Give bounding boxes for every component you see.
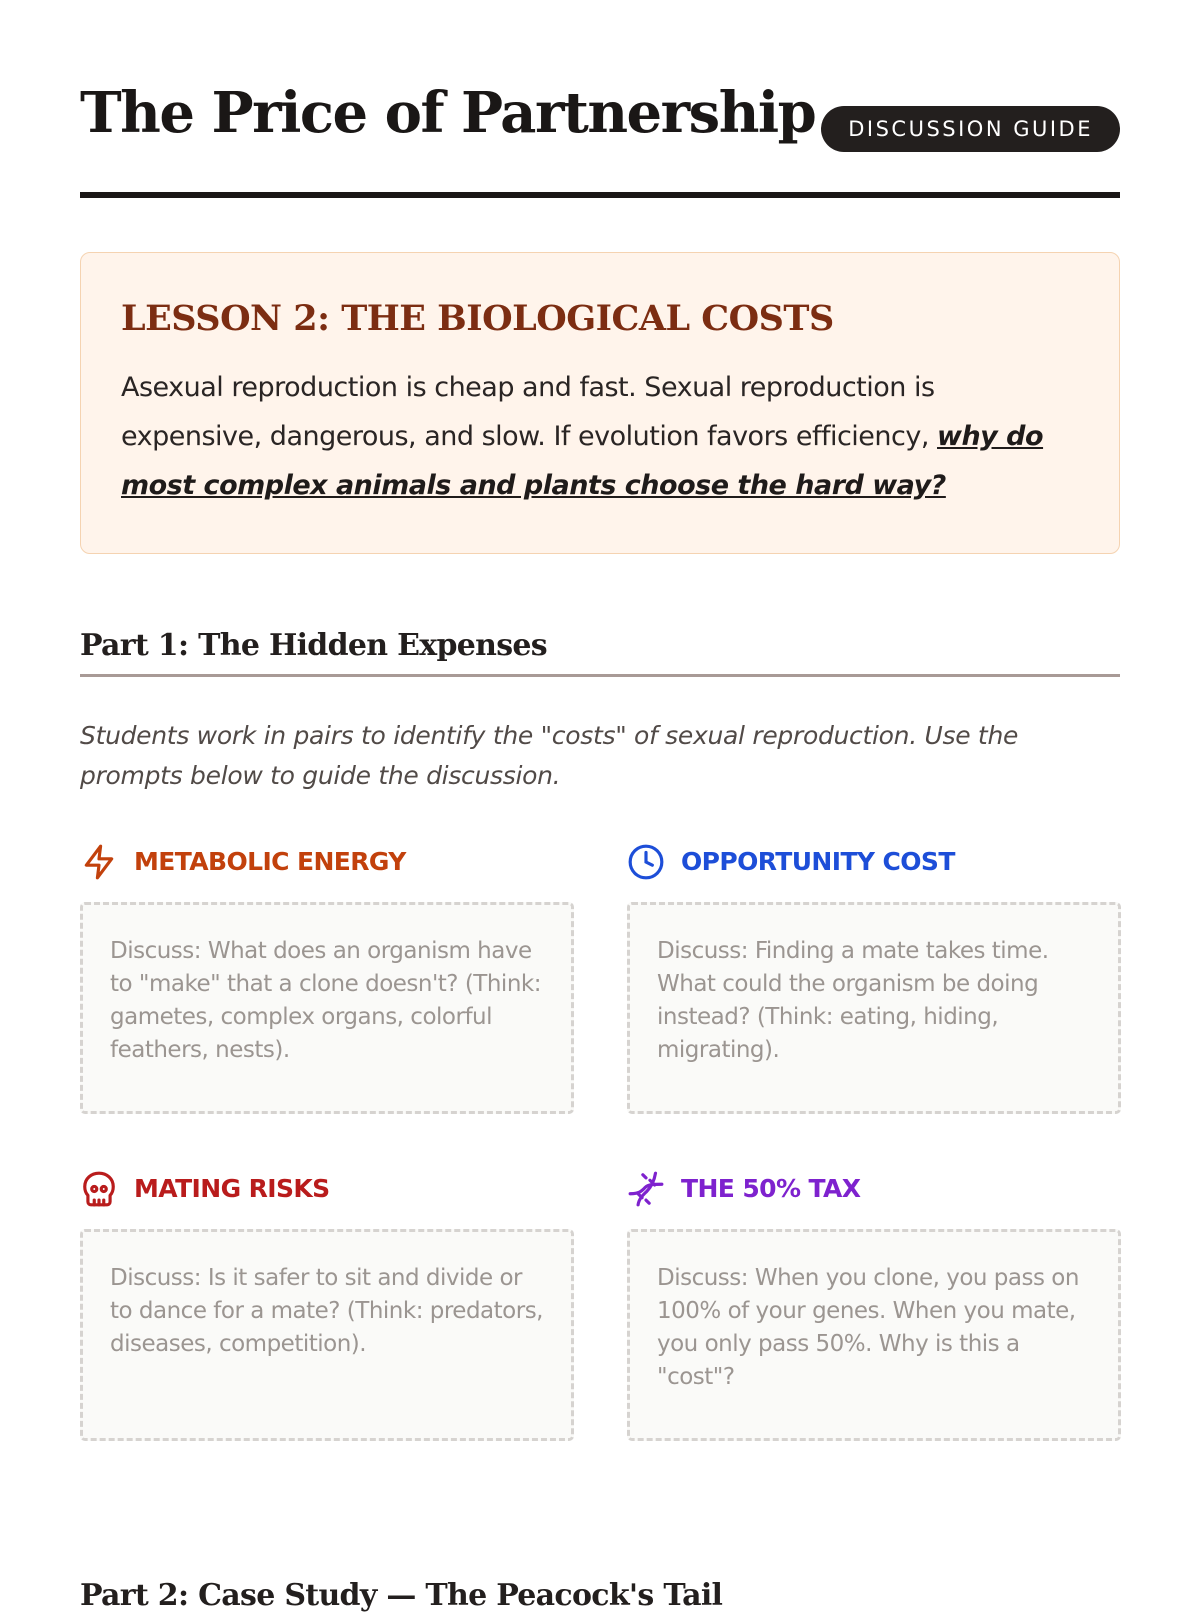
prompt-opportunity-cost-header — [627, 842, 955, 882]
prompt-mating-risks-header — [80, 1169, 330, 1209]
lesson-intro — [121, 363, 1079, 510]
header-divider — [80, 192, 1120, 198]
lesson-intro-text: Asexual reproduction is cheap and fast. Sexual reproduction is expensive, dangerous, and slow. If evolution favors efficiency, — [121, 372, 938, 452]
part1-divider — [80, 674, 1120, 677]
part1-instructions: Students work in pairs to identify the "costs" of sexual reproduction. Use the prompts below to guide the discussion. — [80, 721, 1019, 790]
dna-icon — [627, 1170, 665, 1208]
lightning-icon — [80, 843, 118, 881]
prompt-metabolic-energy-label: METABOLIC ENERGY — [134, 847, 406, 876]
prompt-opportunity-cost-text: Discuss: Finding a mate takes time. What could the organism be doing instead? (Think: eating, hiding, migrating). — [657, 938, 1049, 1063]
lesson-title: LESSON 2: THE BIOLOGICAL COSTS — [121, 298, 834, 339]
prompt-metabolic-energy-header — [80, 842, 406, 882]
part1-heading: Part 1: The Hidden Expenses — [80, 628, 547, 663]
prompt-mating-risks-text: Discuss: Is it safer to sit and divide or to dance for a mate? (Think: predators, diseases, competition). — [110, 1265, 543, 1357]
prompt-50-percent-tax-label: THE 50% TAX — [681, 1174, 861, 1203]
page-header — [80, 78, 1120, 198]
prompt-metabolic-energy-box[interactable] — [80, 902, 574, 1114]
prompt-50-percent-tax-header — [627, 1169, 860, 1209]
part2-heading: Part 2: Case Study — The Peacock's Tail — [80, 1578, 723, 1613]
page-title: The Price of Partnership — [80, 80, 816, 146]
prompt-opportunity-cost-label: OPPORTUNITY COST — [681, 847, 955, 876]
prompt-mating-risks-label: MATING RISKS — [134, 1174, 330, 1203]
discussion-guide-badge: DISCUSSION GUIDE — [821, 106, 1120, 152]
lesson-key-question: why do most complex animals and plants choose the hard way? — [121, 421, 1044, 501]
prompt-opportunity-cost-box[interactable] — [627, 902, 1121, 1114]
lesson-callout — [80, 252, 1120, 554]
prompt-50-percent-tax-box[interactable] — [627, 1229, 1121, 1441]
clock-icon — [627, 843, 665, 881]
skull-icon — [80, 1170, 118, 1208]
prompt-mating-risks-box[interactable] — [80, 1229, 574, 1441]
prompt-50-percent-tax-text: Discuss: When you clone, you pass on 100% of your genes. When you mate, you only pass 50%. Why is this a "cost"? — [657, 1265, 1079, 1390]
prompt-metabolic-energy-text: Discuss: What does an organism have to "make" that a clone doesn't? (Think: gametes, complex organs, colorful feathers, nests). — [110, 938, 541, 1063]
